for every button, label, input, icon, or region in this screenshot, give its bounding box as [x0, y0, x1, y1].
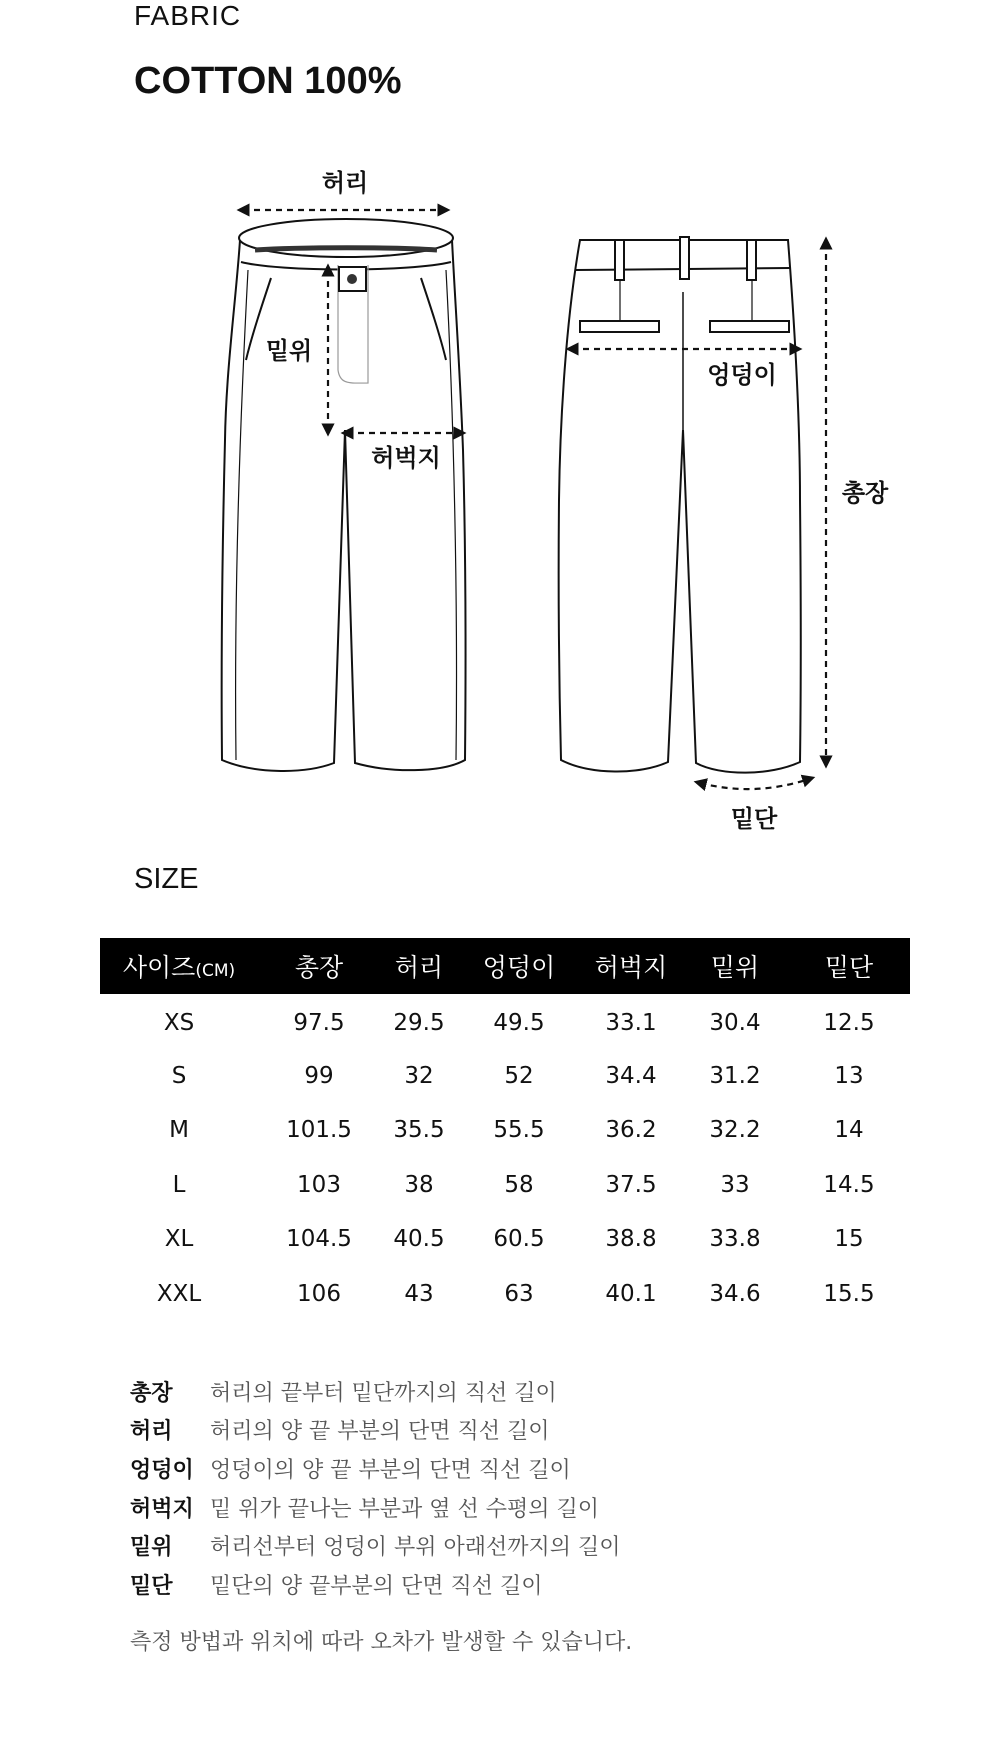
hem-arrow — [700, 779, 809, 789]
table-cell: 40.1 — [605, 1280, 657, 1307]
note-description: 허리의 양 끝 부분의 단면 직선 길이 — [210, 1419, 550, 1445]
table-cell: 33.8 — [709, 1226, 761, 1253]
table-cell: 32.2 — [709, 1117, 761, 1144]
table-header-row — [100, 938, 910, 994]
note-term: 허리 — [130, 1419, 173, 1445]
size-cell: XXL — [156, 1280, 202, 1307]
header-cell: 총장 — [294, 953, 344, 982]
table-cell: 49.5 — [493, 1010, 545, 1037]
table-row — [100, 1158, 910, 1213]
size-cell: S — [171, 1062, 187, 1089]
table-cell: 35.5 — [393, 1117, 445, 1144]
rise-label: 밑위 — [265, 337, 313, 365]
table-cell: 106 — [297, 1280, 341, 1307]
table-cell: 55.5 — [493, 1117, 545, 1144]
note-description: 엉덩이의 양 끝 부분의 단면 직선 길이 — [210, 1457, 571, 1483]
table-row — [100, 1267, 910, 1322]
header-size-label: 사이즈 — [122, 953, 196, 982]
table-cell: 104.5 — [286, 1226, 352, 1253]
note-description: 밑 위가 끝나는 부분과 옆 선 수평의 길이 — [210, 1496, 599, 1522]
header-cell: 밑위 — [710, 953, 760, 982]
note-row — [130, 1526, 950, 1565]
table-cell: 14 — [834, 1117, 864, 1144]
table-cell: 34.6 — [709, 1280, 761, 1307]
table-cell: 33 — [720, 1171, 750, 1198]
table-cell: 60.5 — [493, 1226, 545, 1253]
table-cell: 30.4 — [709, 1010, 761, 1037]
size-cell: XL — [164, 1226, 194, 1253]
table-cell: 63 — [504, 1280, 534, 1307]
table-cell: 97.5 — [293, 1010, 345, 1037]
table-cell: 43 — [404, 1280, 434, 1307]
note-row — [130, 1565, 950, 1604]
note-term: 총장 — [130, 1380, 173, 1406]
thigh-label: 허벅지 — [371, 444, 441, 472]
fabric-label: FABRIC — [134, 0, 242, 31]
note-row — [130, 1411, 950, 1450]
size-cell: M — [169, 1117, 189, 1144]
table-cell: 52 — [504, 1062, 534, 1089]
note-description: 밑단의 양 끝부분의 단면 직선 길이 — [210, 1573, 543, 1599]
size-cell: XS — [163, 1010, 195, 1037]
front-pants-drawing — [222, 219, 466, 771]
header-cell: 허리 — [394, 953, 444, 982]
table-cell: 32 — [404, 1062, 434, 1089]
header-cell: 밑단 — [824, 953, 874, 982]
note-term: 허벅지 — [130, 1496, 194, 1522]
note-row — [130, 1449, 950, 1488]
table-cell: 101.5 — [286, 1117, 352, 1144]
table-row — [100, 994, 910, 1049]
fabric-value: COTTON 100% — [134, 60, 402, 102]
table-row — [100, 1212, 910, 1267]
table-cell: 33.1 — [605, 1010, 657, 1037]
table-cell: 15 — [834, 1226, 864, 1253]
table-cell: 38.8 — [605, 1226, 657, 1253]
note-description: 허리선부터 엉덩이 부위 아래선까지의 길이 — [210, 1535, 621, 1561]
note-row — [130, 1372, 950, 1411]
hip-label: 엉덩이 — [707, 361, 777, 389]
note-term: 엉덩이 — [130, 1457, 194, 1483]
table-cell: 99 — [304, 1062, 334, 1089]
table-cell: 29.5 — [393, 1010, 445, 1037]
measurement-notes — [130, 1372, 950, 1604]
table-cell: 103 — [297, 1171, 341, 1198]
waist-label: 허리 — [321, 169, 369, 197]
size-table — [100, 938, 910, 1321]
size-cell: L — [172, 1171, 186, 1198]
table-cell: 58 — [504, 1171, 534, 1198]
pants-measurement-diagram — [0, 0, 1000, 860]
table-row — [100, 1103, 910, 1158]
disclaimer: 측정 방법과 위치에 따라 오차가 발생할 수 있습니다. — [130, 1630, 633, 1655]
table-cell: 38 — [404, 1171, 434, 1198]
table-cell: 34.4 — [605, 1062, 657, 1089]
size-heading: SIZE — [134, 863, 199, 895]
back-pants-drawing — [559, 237, 801, 773]
table-cell: 12.5 — [823, 1010, 875, 1037]
table-cell: 31.2 — [709, 1062, 761, 1089]
header-cell: 허벅지 — [594, 953, 668, 982]
table-row — [100, 1049, 910, 1104]
table-cell: 40.5 — [393, 1226, 445, 1253]
note-row — [130, 1488, 950, 1527]
table-cell: 14.5 — [823, 1171, 875, 1198]
table-cell: 37.5 — [605, 1171, 657, 1198]
note-description: 허리의 끝부터 밑단까지의 직선 길이 — [210, 1380, 557, 1406]
hem-label: 밑단 — [730, 805, 778, 833]
header-cell: 엉덩이 — [482, 953, 556, 982]
length-label: 총장 — [841, 479, 889, 507]
table-cell: 15.5 — [823, 1280, 875, 1307]
header-unit: (CM) — [195, 961, 236, 981]
table-cell: 13 — [834, 1062, 864, 1089]
header-size — [100, 938, 258, 994]
note-term: 밑단 — [130, 1573, 173, 1599]
table-cell: 36.2 — [605, 1117, 657, 1144]
note-term: 밑위 — [130, 1535, 173, 1561]
